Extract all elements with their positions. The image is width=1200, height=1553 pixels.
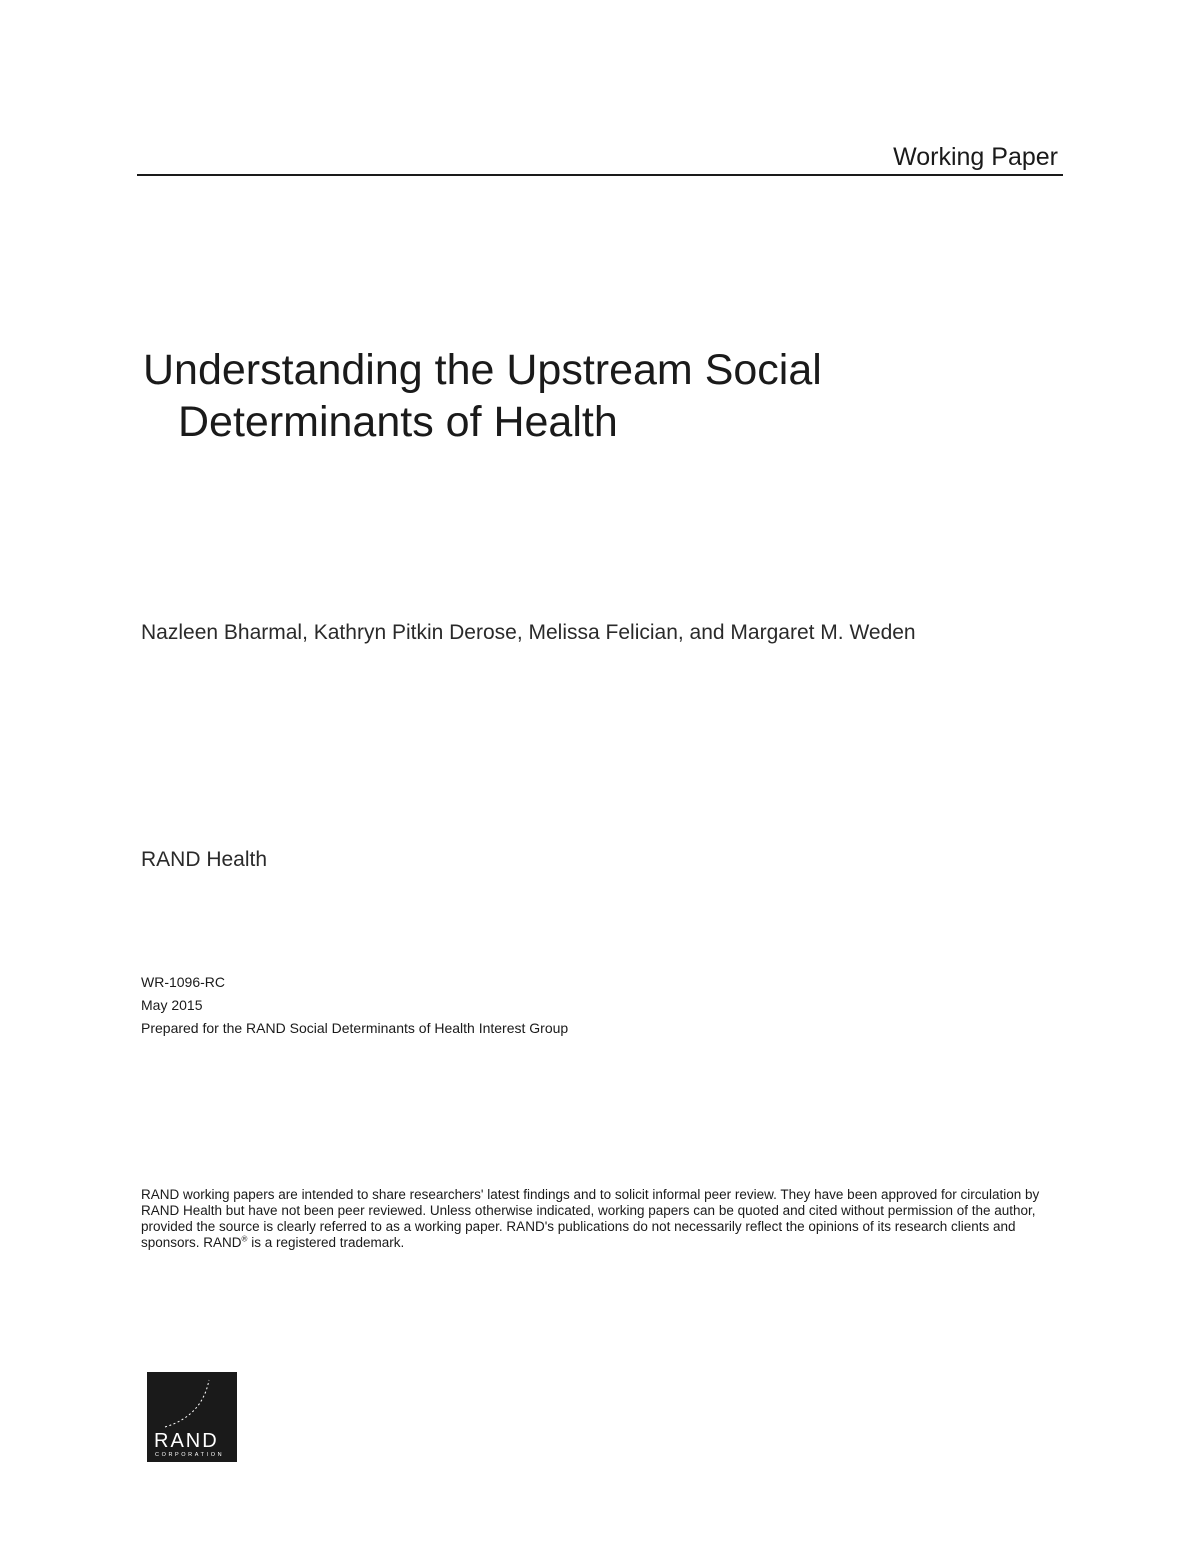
rand-logo-graphic: [147, 1372, 237, 1462]
header-divider: [137, 174, 1063, 176]
title-line-1: Understanding the Upstream Social: [143, 346, 822, 394]
logo-wordmark: RAND: [154, 1430, 219, 1452]
title-line-2: Determinants of Health: [178, 398, 618, 446]
division: RAND Health: [141, 848, 268, 871]
working-paper-label: Working Paper: [893, 143, 1058, 171]
rand-logo-icon: [147, 1372, 237, 1462]
authors: Nazleen Bharmal, Kathryn Pitkin Derose, Melissa Felician, and Margaret M. Weden: [141, 621, 916, 644]
prepared-for: Prepared for the RAND Social Determinants of Health Interest Group: [141, 1020, 569, 1036]
report-date: May 2015: [141, 997, 203, 1013]
page-title: [143, 344, 822, 448]
disclaimer: [141, 1187, 1041, 1251]
logo-subtitle: CORPORATION: [155, 1452, 225, 1458]
disclaimer-trademark-text: is a registered trademark.: [247, 1235, 405, 1250]
report-number: WR-1096-RC: [141, 974, 226, 990]
report-meta: [141, 971, 568, 1040]
disclaimer-text: RAND working papers are intended to share researchers' latest findings and to solicit informal peer review. They have been approved for circulation by RAND Health but have not been peer reviewed. Unless otherwise indicated, working papers can be quoted and cited without permission of the author, provided the source is clearly referred to as a working paper. RAND's publications do not necessarily reflect the opinions of its research clients and sponsors. RAND: [141, 1187, 1040, 1250]
registered-mark: ®: [241, 1234, 248, 1244]
